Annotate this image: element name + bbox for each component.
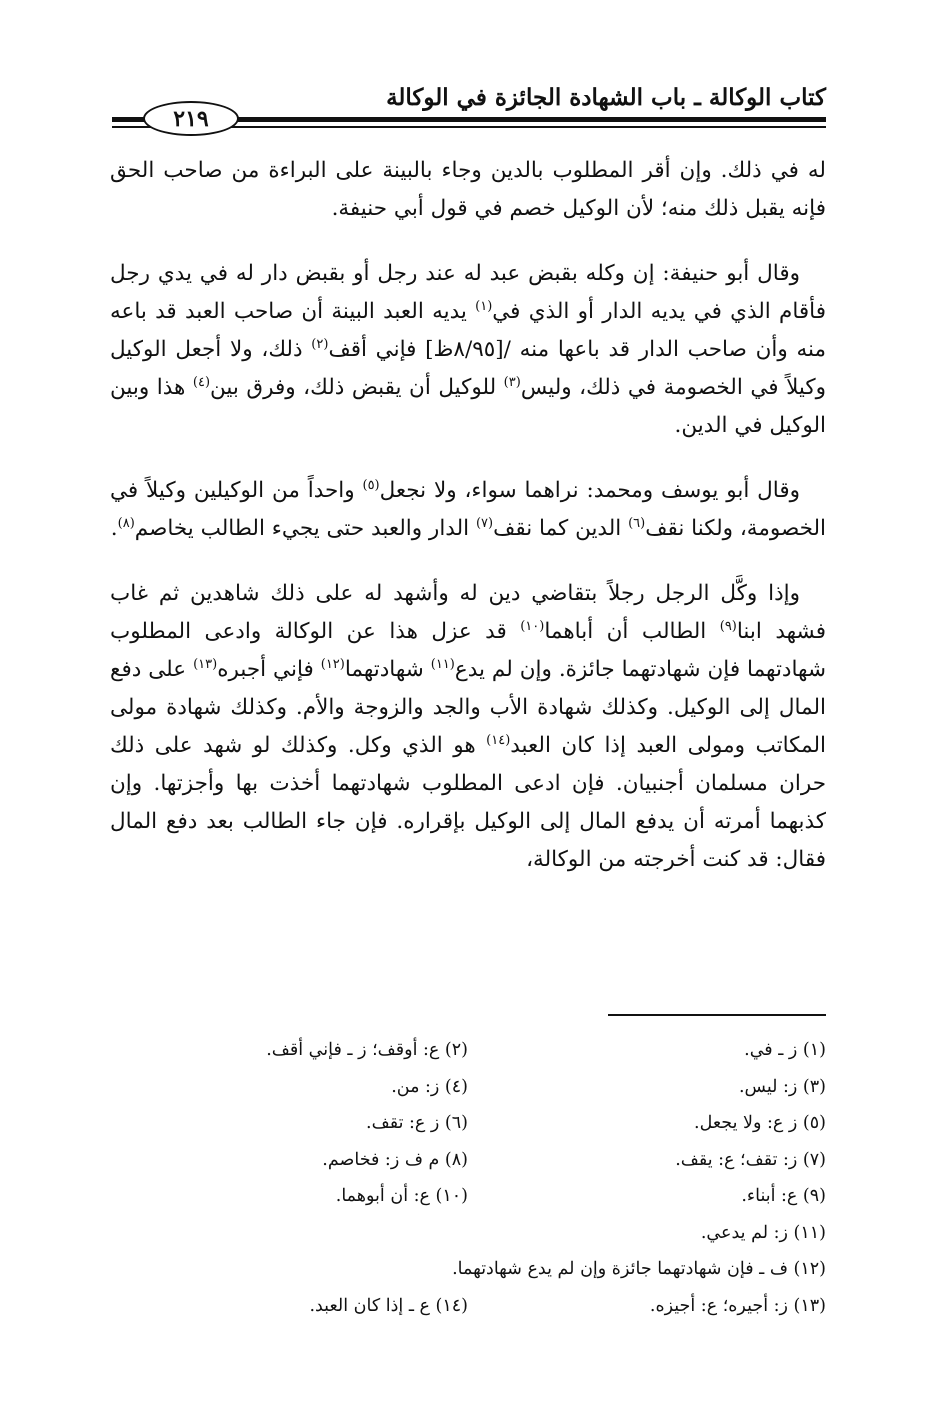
paragraph-1: له في ذلك. وإن أقر المطلوب بالدين وجاء بالبينة على البراءة من صاحب الحق فإنه يقبل ذلك منه؛ لأن الوكيل خصم في قول أبي حنيفة. — [110, 158, 826, 221]
footnote: (٣) ز: ليس. — [738, 1076, 826, 1097]
footnote: (١٤) ع ـ إذا كان العبد. — [309, 1295, 468, 1316]
footnote: (١) ز ـ في. — [744, 1040, 826, 1060]
main-text — [110, 152, 826, 906]
page-number-badge: ٢١٩ — [143, 101, 239, 136]
footnote: (١٣) ز: أجيره؛ ع: أجيزه. — [649, 1295, 826, 1316]
footnote: (٢) ع: أوقف؛ ز ـ فإني أقف. — [266, 1040, 468, 1060]
running-header-title: كتاب الوكالة ـ باب الشهادة الجائزة في الوكالة — [386, 84, 826, 111]
footnote-row — [110, 1251, 826, 1288]
footnote-ref: (٤) — [192, 374, 211, 390]
footnote-row — [110, 1288, 826, 1325]
footnote: (٧) ز: تقف؛ ع: يقف. — [675, 1149, 826, 1170]
footnote-ref: (١٤) — [486, 732, 511, 748]
footnote-row — [110, 1069, 826, 1106]
footnote-ref: (٧) — [475, 515, 494, 531]
footnotes — [110, 1032, 826, 1324]
footnote-row — [110, 1178, 826, 1215]
footnote: (١١) ز: لم يدعي. — [700, 1222, 826, 1243]
footnote-row — [110, 1142, 826, 1179]
footnote-separator — [608, 1014, 826, 1016]
footnote-ref: (١٠) — [520, 618, 545, 634]
paragraph-2: وقال أبو حنيفة: إن وكله بقبض عبد له عند رجل أو بقبض دار له في يدي رجل فأقام الذي في يديه الدار أو الذي في$^{(١)}$ يديه العبد البينة أن صاحب العبد قد باعه منه وأن صاحب الدار قد باعها منه /[٨/٩٥ظ] فإني أقف$^{(٢)}$ ذلك، ولا أجعل الوكيل وكيلاً في الخصومة في ذلك، وليس$^{(٣)}$ للوكيل أن يقبض ذلك، وفرق بين$^{(٤)}$ هذا وبين الوكيل في الدين. — [110, 261, 827, 438]
footnote-row — [110, 1032, 826, 1069]
footnote-ref: (١) — [475, 298, 493, 314]
footnote: (٤) ز: من. — [391, 1076, 468, 1097]
footnote-row — [110, 1215, 826, 1252]
footnote-row — [110, 1105, 826, 1142]
footnote: (٦) ز ع: تقف. — [366, 1113, 468, 1133]
footnote-ref: (٨) — [117, 515, 135, 531]
footnote: (١٢) ف ـ فإن شهادتهما جائزة وإن لم يدع شهادتهما. — [452, 1259, 826, 1279]
footnote: (٩) ع: أبناء. — [741, 1186, 826, 1206]
footnote-ref: (٣) — [503, 374, 521, 390]
footnote: (٨) م ف ز: فخاصم. — [322, 1149, 468, 1170]
footnote-ref: (١٢) — [320, 656, 345, 672]
footnote-ref: (٢) — [311, 336, 329, 352]
footnote-ref: (١١) — [430, 656, 455, 672]
footnote: (١٠) ع: أن أبوهما. — [335, 1186, 468, 1206]
footnote-ref: (٩) — [719, 618, 737, 634]
footnote: (٥) ز ع: ولا يجعل. — [694, 1113, 826, 1133]
paragraph-4: وإذا وكَّل الرجل رجلاً بتقاضي دين له وأشهد له على ذلك شاهدين ثم غاب فشهد ابنا$^{(٩)}$ الطالب أن أباهما$^{(١٠)}$ قد عزل هذا عن الوكالة وادعى المطلوب شهادتهما فإن شهادتهما جائزة. وإن لم يدع$^{(١١)}$ شهادتهما$^{(١٢)}$ فإني أجبره$^{(١٣)}$ على دفع المال إلى الوكيل. وكذلك شهادة الأب والجد والزوجة والأم. وكذلك شهادة مولى المكاتب ومولى العبد إذا كان العبد$^{(١٤)}$ هو الذي وكل. وكذلك لو شهد على ذلك حران مسلمان أجنبيان. فإن ادعى المطلوب شهادتهما أخذت بها وأجزتها. وإن كذبهما أمرته أن يدفع المال إلى الوكيل بإقراره. فإن جاء الطالب بعد دفع المال فقال: قد كنت أخرجته من الوكالة، — [110, 581, 827, 872]
footnote-ref: (٦) — [628, 515, 646, 531]
footnote-ref: (٥) — [362, 477, 380, 493]
footnote-ref: (١٣) — [193, 656, 218, 672]
paragraph-3: وقال أبو يوسف ومحمد: نراهما سواء، ولا نجعل$^{(٥)}$ واحداً من الوكيلين وكيلاً في الخصومة، ولكنا نقف$^{(٦)}$ الدين كما نقف$^{(٧)}$ الدار والعبد حتى يجيء الطالب يخاصم$^{(٨)}$. — [110, 477, 826, 541]
